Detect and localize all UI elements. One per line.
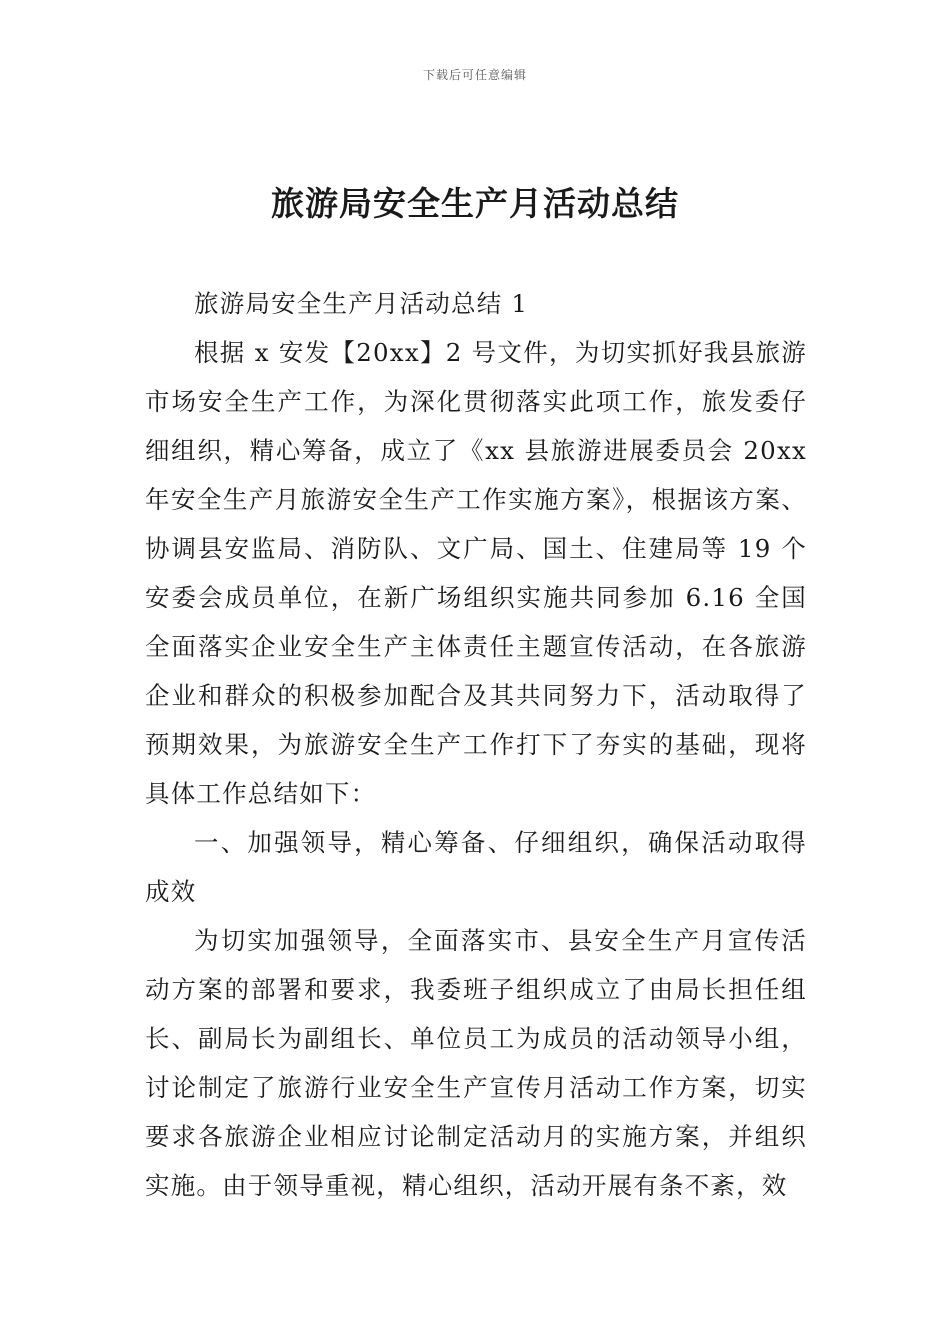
section-heading-1: 一、加强领导，精心筹备、仔细组织，确保活动取得成效 xyxy=(145,828,807,906)
paragraph-section-1: 为切实加强领导，全面落实市、县安全生产月宣传活动方案的部署和要求，我委班子组织成立了由局长担任组长、副局长为副组长、单位员工为成员的活动领导小组，讨论制定了旅游行业安全生产宣传月活动工作方案，切实要求各旅游企业相应讨论制定活动月的实施方案，并组织实施。由于领导重视，精心组织，活动开展有条不紊，效 xyxy=(145,926,807,1200)
header-note: 下载后可任意编辑 xyxy=(422,68,527,82)
paragraph-subtitle: 旅游局安全生产月活动总结 1 xyxy=(194,289,529,318)
paragraph-intro: 根据 x 安发【20xx】2 号文件，为切实抓好我县旅游市场安全生产工作，为深化贯彻落实此项工作，旅发委仔细组织，精心筹备，成立了《xx 县旅游进展委员会 20xx 年安全生产月旅游安全生产工作实施方案》，根据该方案、协调县安监局、消防队、文广局、国土、住建局等 19 个安委会成员单位，在新广场组织实施共同参加 6.16 全国全面落实企业安全生产主体责任主题宣传活动，在各旅游企业和群众的积极参加配合及其共同努力下，活动取得了预期效果，为旅游安全生产工作打下了夯实的基础，现将具体工作总结如下： xyxy=(145,338,807,808)
document-title: 旅游局安全生产月活动总结 xyxy=(271,184,679,223)
document-body xyxy=(145,279,807,1210)
